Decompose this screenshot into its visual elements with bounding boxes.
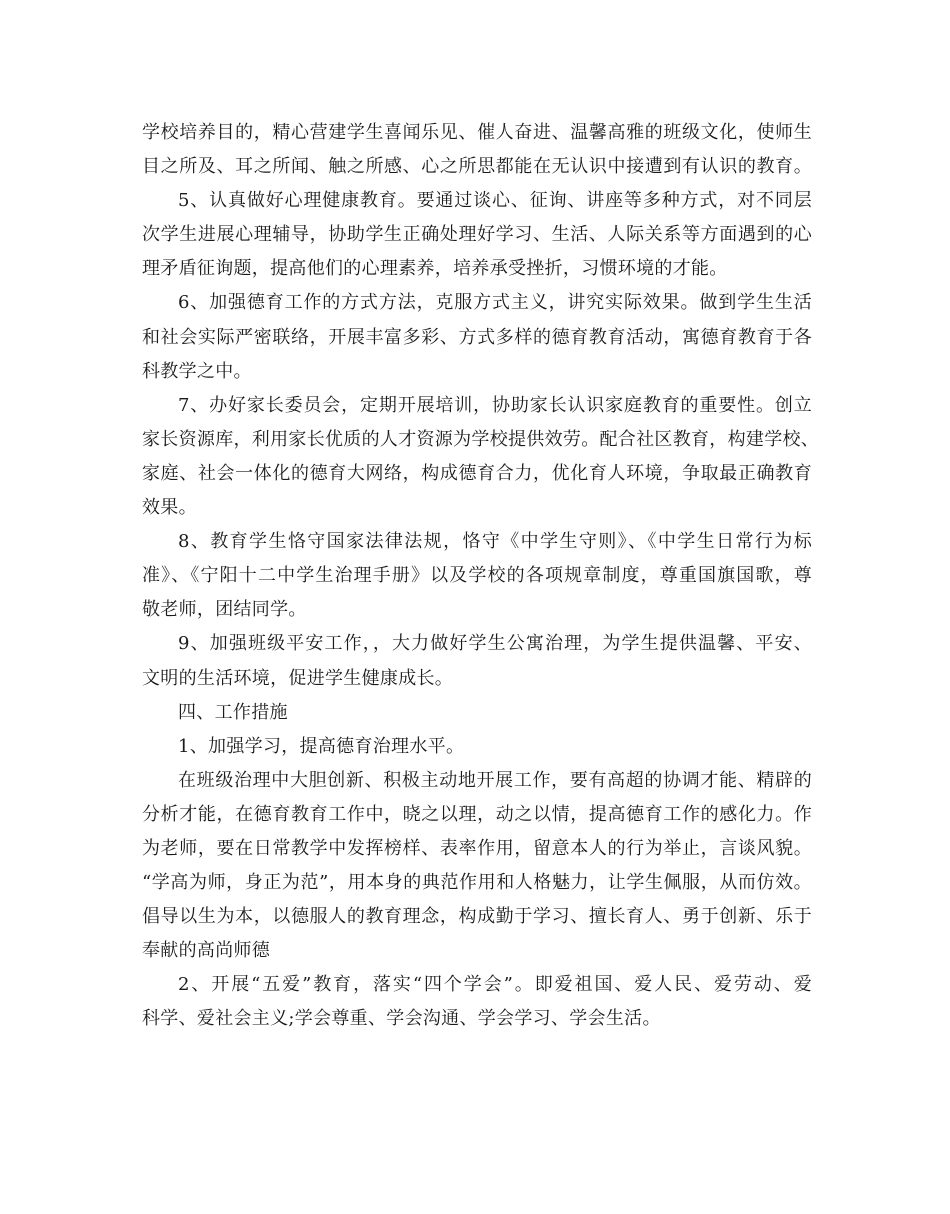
document-body [142,116,820,1037]
text-line: “学高为师，身正为范”，用本身的典范作用和人格魅力，让学生佩服，从而仿效。 [142,872,812,894]
text-line: 科学、爱社会主义;学会尊重、学会沟通、学会学习、学会生活。 [142,1008,661,1030]
text-line: 准》、《宁阳十二中学生治理手册》以及学校的各项规章制度，尊重国旗国歌，尊 [142,565,812,587]
text-line: 2、开展“五爱”教育，落实“四个学会”。即爱祖国、爱人民、爱劳动、爱 [178,974,812,996]
text-line: 为老师，要在日常教学中发挥榜样、表率作用，留意本人的行为举止，言谈风貌。 [142,837,812,859]
text-line: 四、工作措施 [178,701,288,723]
text-line: 7、办好家长委员会，定期开展培训，协助家长认识家庭教育的重要性。创立 [178,394,812,416]
text-line: 分析才能，在德育教育工作中，晓之以理，动之以情，提高德育工作的感化力。作 [142,803,812,825]
text-line: 文明的生活环境，促进学生健康成长。 [142,667,454,689]
text-line: 学校培养目的，精心营建学生喜闻乐见、催人奋进、温馨高雅的班级文化，使师生 [142,122,812,143]
text-line: 5、认真做好心理健康教育。要通过谈心、征询、讲座等多种方式，对不同层 [178,190,812,212]
text-line: 倡导以生为本，以德服人的教育理念，构成勤于学习、擅长育人、勇于创新、乐于 [142,906,812,928]
text-line: 和社会实际严密联络，开展丰富多彩、方式多样的德育教育活动，寓德育教育于各 [142,326,812,348]
text-line: 在班级治理中大胆创新、积极主动地开展工作，要有高超的协调才能、精辟的 [178,769,812,791]
text-line: 目之所及、耳之所闻、触之所感、心之所思都能在无认识中接遭到有认识的教育。 [142,156,812,178]
text-line: 科教学之中。 [142,360,252,382]
text-line: 奉献的高尚师德 [142,940,271,962]
text-line: 理矛盾征询题，提高他们的心理素养，培养承受挫折，习惯环境的才能。 [142,258,728,280]
text-line: 9、加强班级平安工作，，大力做好学生公寓治理，为学生提供温馨、平安、 [178,633,812,655]
text-line: 8、教育学生恪守国家法律法规，恪守《中学生守则》、《中学生日常行为标 [178,531,812,553]
text-line: 效果。 [142,497,197,519]
text-line: 家长资源库，利用家长优质的人才资源为学校提供效劳。配合社区教育，构建学校、 [142,428,820,450]
text-line: 6、加强德育工作的方式方法，克服方式主义，讲究实际效果。做到学生生活 [178,292,812,314]
text-line: 1、加强学习，提高德育治理水平。 [178,735,465,757]
text-line: 敬老师，团结同学。 [142,599,307,621]
text-line: 次学生进展心理辅导，协助学生正确处理好学习、生活、人际关系等方面遇到的心 [142,224,812,246]
text-line: 家庭、社会一体化的德育大网络，构成德育合力，优化育人环境，争取最正确教育 [142,462,812,484]
